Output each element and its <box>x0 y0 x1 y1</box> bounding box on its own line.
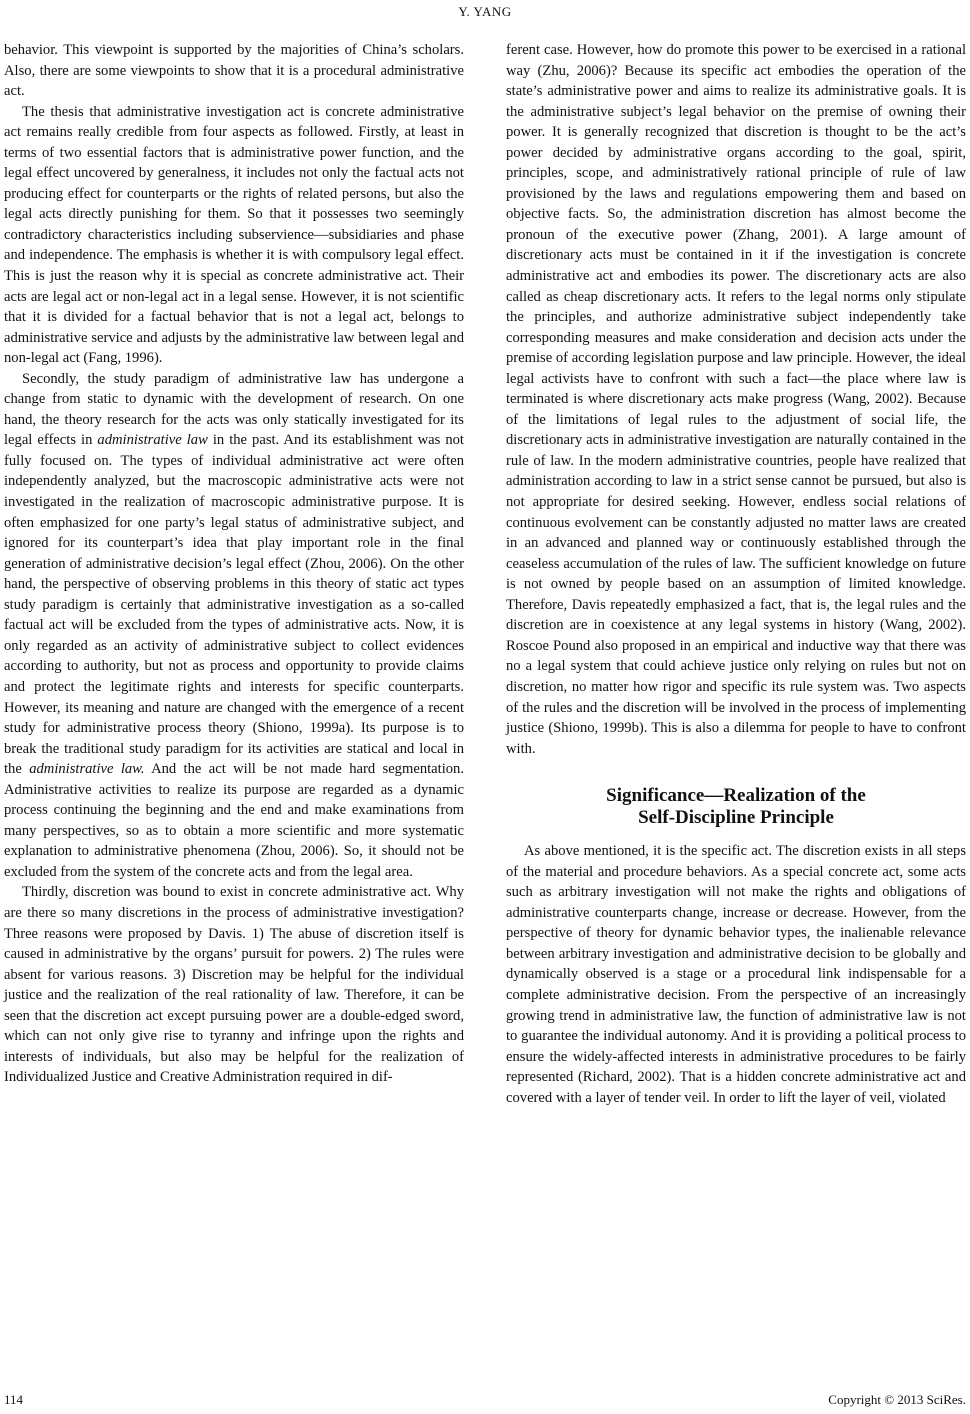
italic-term: administrative law <box>97 432 208 449</box>
page-number: 114 <box>4 1392 24 1407</box>
paragraph: Thirdly, discretion was bound to exist in concrete administrative act. Why are there so many discretions in the process of administrative investigation? Three reasons were proposed by Davis. 1) The abuse of discretion itself is caused in administrative by the organs’ pursuit for powers. 2) The rules were absent for various reasons. 3) Discretion may be helpful for the individual justice and the realization of the real rationality of law. Therefore, it can be seen that the discretion act except pursuing power are a double-edged sword, which can not only give rise to tyranny and infringe upon the rights and interests of individuals, but also may be helpful for the realization of Individualized Justice and Creative Administration required in dif- <box>4 884 464 1086</box>
left-column <box>4 40 464 1088</box>
paragraph: behavior. This viewpoint is supported by the majorities of China’s scholars. Also, there are some viewpoints to show that it is a procedural administrative act. <box>4 42 464 100</box>
paragraph-text: And the act will be not made hard segmentation. Administrative activities to realize its purpose are regarded as a dynamic process continuing the beginning and the end and make examinations from many perspectives, so as to obtain a more scientific and more systematic explanation to administrative phenomena (Zhou, 2006). So, it should not be excluded from the system of the concrete acts and from the legal area. <box>4 761 464 880</box>
paragraph: The thesis that administrative investigation act is concrete administrative act remains really credible from four aspects as followed. Firstly, at least in terms of two essential factors that is administrative power function, and the legal effect uncovered by generalness, it includes not only the factual acts not producing effect for counterparts or the rights of related persons, but also the legal acts directly punishing for them. So that it possesses two seemingly contradictory characteristics including subservience—subsidiaries and phase and independence. The emphasis is whether it is with compulsory legal effect. This is just the reason why it is special as concrete administrative act. Their acts are legal act or non-legal act in a legal sense. However, it is not scientific that it is divided for a factual behavior that is not a legal act, belongs to administrative service and adjusts by the administrative law between legal and non-legal act (Fang, 1996). <box>4 103 464 367</box>
copyright-notice: Copyright © 2013 SciRes. <box>828 1392 966 1407</box>
paragraph <box>4 369 464 883</box>
running-header: Y. YANG <box>458 4 512 19</box>
italic-term: administrative law. <box>29 761 145 778</box>
section-heading-line: Significance—Realization of the <box>606 785 866 807</box>
paragraph: As above mentioned, it is the specific act. The discretion exists in all steps of the material and procedure behaviors. As a special concrete act, some acts such as arbitrary investigation will not make the rights and obligations of administrative counterparts change, increase or decrease. However, from the perspective of theory for dynamic behavior types, the inalienable relevance between arbitrary investigation and administrative decision to be globally and dynamically observed is a stage or a procedural link indispensable for a complete administrative decision. From the perspective of an increasingly growing trend in administrative law, the function of administrative law is not to guarantee the individual autonomy. And it is providing a political process to ensure the widely-affected interests in administrative procedures to be fairly represented (Richard, 2002). That is a hidden concrete administrative act and covered with a layer of tender veil. In order to lift the layer of veil, violated <box>506 843 966 1106</box>
section-heading-line: Self-Discipline Principle <box>638 807 834 829</box>
section-heading <box>506 785 966 829</box>
right-column <box>506 40 966 1108</box>
paragraph: ferent case. However, how do promote this power to be exercised in a rational way (Zhu, 2006)? Because its specific act embodies the operation of the state’s administrative power and aims to realize its administrative goals. It is the administrative subject’s legal behavior on the premise of owning their power. It is generally recognized that discretion is thought to be the act’s power decided by administrative organs according to the goal, spirit, principles, scope, and administratively rational principle of rule of law provisioned by the laws and regulations empowering them and based on objective facts. So, the administration discretion has almost become the pronoun of the executive power (Zhang, 2001). A large amount of discretionary acts must be contained in it if the investigation is concrete administrative act and embodies its power. The discretionary acts are also called as cheap discretionary acts. It refers to the legal norms only stipulate the principles, and authorize administrative subject independently take corresponding measures and make consideration and decision acts under the premise of according legislation purpose and law principle. However, the ideal legal activists have to confront with such a fact—the place where law is terminated is where discretionary acts make progress (Wang, 2002). Because of the limitations of legal rules to the adjustment of social life, the discretionary acts in administrative investigation are naturally contained in the rule of law. In the modern administrative countries, people have realized that administration according to law in a strict sense cannot be pursued, but also is not appropriate for desired seeking. However, endless social relations of continuous evolvement can be constantly adjusted no matter laws are created in an advanced and planned way or continuously established through the ceaseless accumulation of the rules of law. The sufficient knowledge on future is not owned by people based on an assumption of limited knowledge. Therefore, Davis repeatedly emphasized a fact, that is, the legal rules and the discretion are in coexistence at any legal systems in history (Wang, 2002). Roscoe Pound also proposed in an empirical and inductive way that there was no a legal system that could achieve justice only relying on rules but not on discretion, no matter how rigor and specific its rule system was. Two aspects of the rules and the discretion will be involved in the process of implementing justice (Shiono, 1999b). This is also a dilemma for people to have to confront with. <box>506 42 966 757</box>
paragraph-text: Secondly, the study paradigm of administrative law has undergone a change from static to dynamic with the development of research. On one hand, the theory research for the acts was only statically investigated for its legal effects in <box>4 370 464 449</box>
paragraph-text: in the past. And its establishment was not fully focused on. The types of individual administrative act were often independently analyzed, but the macroscopic administrative acts were not investigated in the realization of macroscopic administrative purpose. It is often emphasized for one party’s legal status of administrative subject, and ignored for its counterpart’s idea that play important role in the final generation of administrative decision’s legal effect (Zhou, 2006). On the other hand, the perspective of observing problems in this theory of static act types study paradigm is certainly that administrative investigation as a so-called factual act will be excluded from the types of administrative acts. Now, it is only regarded as an activity of administrative subject to collect evidences according to authority, but not as process and opportunity to provide claims and protect the legitimate rights and interests for specific counterparts. However, its meaning and nature are changed with the emergence of a recent study for administrative process theory (Shiono, 1999a). Its purpose is to break the traditional study paradigm for its activities are statical and local in the <box>4 432 464 778</box>
